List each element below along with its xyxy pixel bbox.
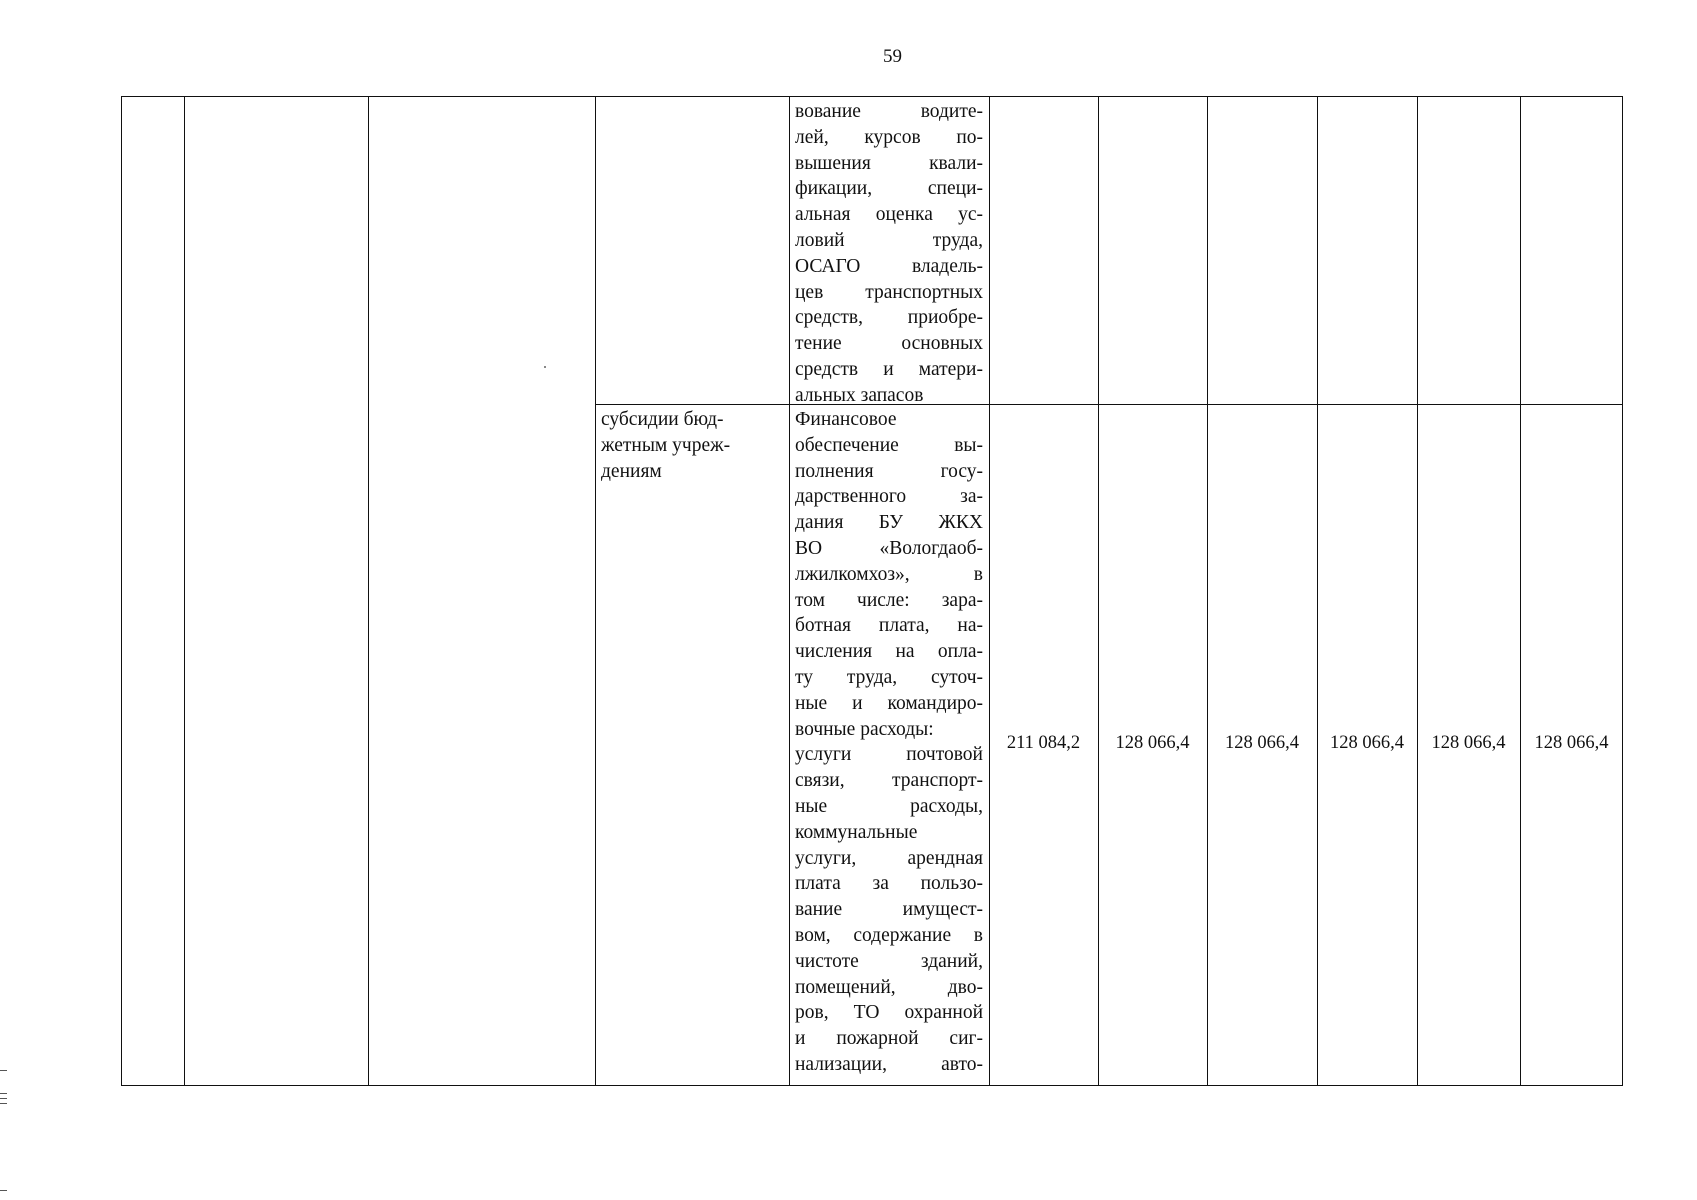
description-line: ные и командиро-: [795, 692, 983, 714]
description-line: ботная плата, на-: [795, 615, 983, 637]
column-divider: [789, 97, 790, 1085]
row2-expense-type: [601, 407, 786, 484]
scan-speck: [544, 366, 546, 368]
description-line: вание имущест-: [795, 899, 983, 921]
description-line: том числе: зара-: [795, 589, 983, 611]
value-cell: 128 066,4: [1225, 733, 1299, 753]
column-divider: [1207, 97, 1208, 1085]
value-cell: 211 084,2: [1006, 733, 1081, 753]
description-line: вом, содержание в: [795, 924, 983, 946]
description-line: средств, приобре-: [795, 307, 983, 329]
description-line: ВО «Вологдаоб-: [795, 537, 983, 559]
description-line: полнения госу-: [795, 460, 983, 482]
description-line: лей, курсов по-: [795, 126, 983, 148]
column-divider: [1417, 97, 1418, 1085]
column-divider: [989, 97, 990, 1085]
scan-margin-mark: [0, 1070, 7, 1071]
description-line: нализации, авто-: [795, 1053, 983, 1075]
description-line: услуги почтовой: [795, 744, 983, 766]
description-line: средств и матери-: [795, 358, 983, 380]
page-number: 59: [883, 46, 902, 67]
description-line: ные расходы,: [795, 795, 983, 817]
description-line: и пожарной сиг-: [795, 1028, 983, 1050]
description-line: плата за пользо-: [795, 873, 983, 895]
column-divider: [595, 97, 596, 1085]
description-line: ров, ТО охранной: [795, 1002, 983, 1024]
description-line: числения на опла-: [795, 641, 983, 663]
scan-margin-mark: [0, 1098, 7, 1099]
description-line: фикации, специ-: [795, 178, 983, 200]
description-line: лжилкомхоз», в: [795, 563, 983, 585]
row-divider: [595, 404, 1622, 405]
value-cell: 128 066,4: [1330, 733, 1404, 753]
expense-type-line: субсидии бюд-: [601, 409, 724, 430]
expense-type-line: дениям: [601, 460, 662, 482]
description-line: ловий труда,: [795, 229, 983, 251]
scan-margin-mark: [0, 1093, 7, 1094]
description-line: Финансовое: [795, 409, 897, 430]
description-line: вочные расходы:: [795, 718, 934, 740]
description-line: вование водите-: [795, 101, 983, 122]
description-line: коммунальные: [795, 821, 918, 843]
description-line: альных запасов: [795, 384, 924, 406]
column-divider: [1520, 97, 1521, 1085]
description-line: ту труда, суточ-: [795, 666, 983, 688]
scan-margin-mark: [0, 1190, 7, 1191]
row2-description: [795, 407, 983, 1078]
row1-description: [795, 99, 983, 409]
description-line: помещений, дво-: [795, 976, 983, 998]
expense-type-line: жетным учреж-: [601, 434, 731, 456]
value-cell: 128 066,4: [1534, 733, 1609, 753]
value-cell: 128 066,4: [1431, 733, 1506, 753]
description-line: чистоте зданий,: [795, 950, 983, 972]
value-cell: 128 066,4: [1115, 733, 1190, 753]
description-line: альная оценка ус-: [795, 204, 983, 226]
budget-table: [121, 96, 1623, 1086]
description-line: дания БУ ЖКХ: [795, 512, 983, 534]
scan-margin-mark: [0, 1103, 7, 1104]
description-line: связи, транспорт-: [795, 770, 983, 792]
description-line: цев транспортных: [795, 281, 983, 303]
description-line: обеспечение вы-: [795, 434, 983, 456]
column-divider: [1098, 97, 1099, 1085]
column-divider: [368, 97, 369, 1085]
description-line: ОСАГО владель-: [795, 255, 983, 277]
column-divider: [184, 97, 185, 1085]
description-line: вышения квали-: [795, 152, 983, 174]
description-line: дарственного за-: [795, 486, 983, 508]
description-line: тение основных: [795, 333, 983, 355]
description-line: услуги, арендная: [795, 847, 983, 869]
column-divider: [1317, 97, 1318, 1085]
